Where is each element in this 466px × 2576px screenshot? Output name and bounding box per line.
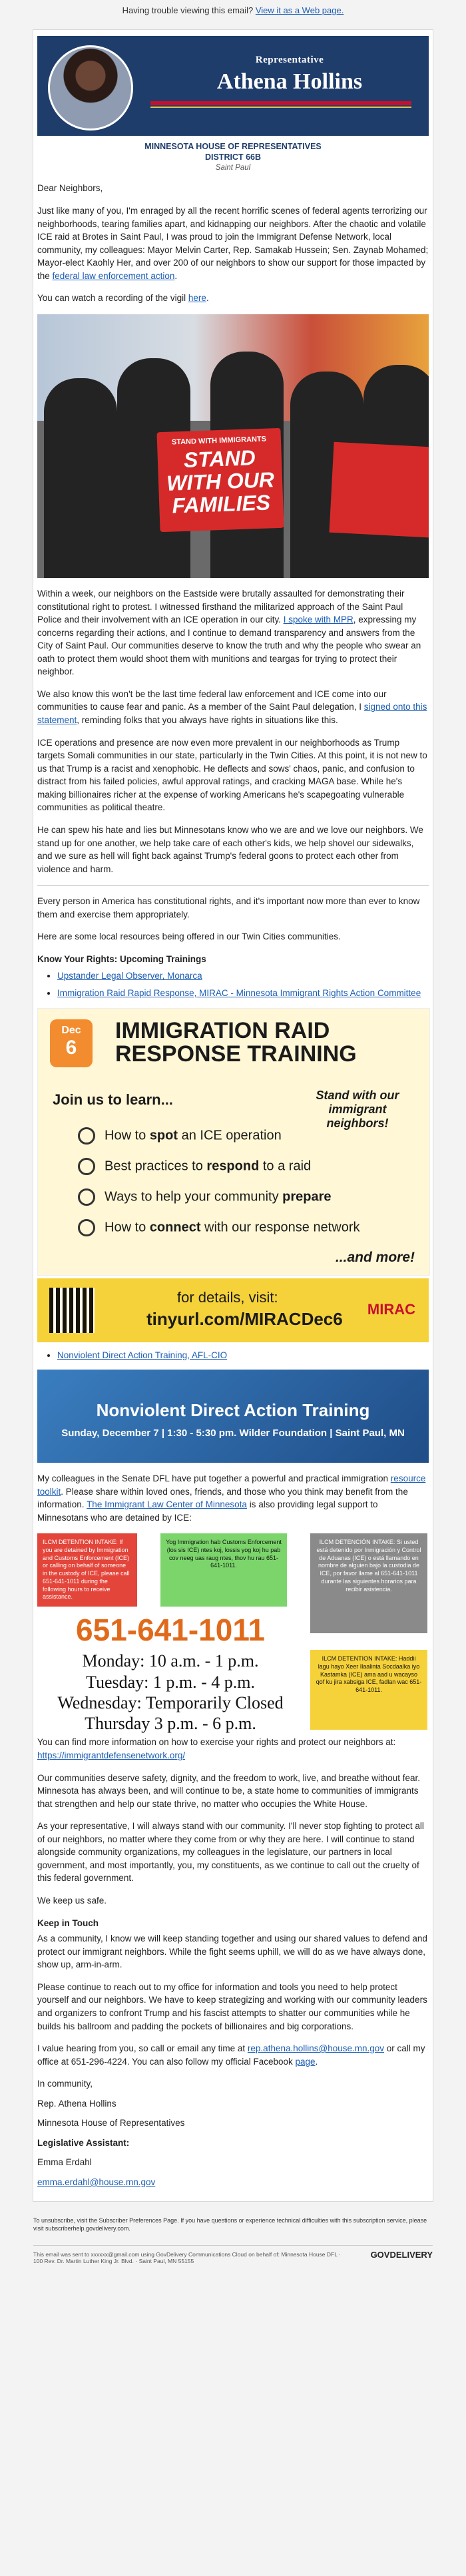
p1-text: Just like many of you, I'm enraged by all the recent horrific scenes of federal agents terrorizing our neighborhoods, tearing families apart, and kidnapping our neighbors. After the chaotic and volatile ICE raid at Brotes in Saint Paul, I was proud to join the Immigrant Defense Network, local community, my colleagues: Mayor Melvin Carter, Rep. Samakab Hussein; Sen. Zaynab Mohamed; Mayor-elect Kaohly Her, and over 200 of our neighbors to show our support for those impacted by the xyxy=(37,206,429,281)
ilcm-link[interactable]: The Immigrant Law Center of Minnesota xyxy=(87,1499,247,1510)
facebook-page-link[interactable]: page xyxy=(295,2056,316,2067)
signature-block xyxy=(37,2077,429,2189)
paragraph-10 xyxy=(37,1736,429,1762)
list-item xyxy=(57,969,429,983)
paragraph-8: Here are some local resources being offered in our Twin Cities communities. xyxy=(37,931,341,942)
eye-icon xyxy=(78,1127,95,1145)
flyer-stand-text: Stand with our immigrant neighbors! xyxy=(316,1088,399,1130)
p4-text-b: , reminding folks that you always have rights in situations like this. xyxy=(77,715,338,725)
office-block xyxy=(37,141,429,172)
assistant-email-link[interactable]: emma.erdahl@house.mn.gov xyxy=(37,2177,156,2187)
p16-text-a: I value hearing from you, so call or email any time at xyxy=(37,2043,246,2054)
flyer-join-text: Join us to learn... xyxy=(53,1091,173,1108)
ilcm-graphic xyxy=(37,1533,429,1733)
p16-text-b: or call my office at 651-296-4224. You can also follow my official Facebook xyxy=(37,2043,425,2067)
trainings-list xyxy=(48,969,429,999)
paragraph-14: As a community, I know we will keep standing together and using our shared values to defend and protect our immigrant neighbors. While the fight seems uphill, we will do as we have always done, show up, arm-in-arm. xyxy=(37,1933,427,1970)
paragraph-16 xyxy=(37,2042,429,2068)
idn-link[interactable]: https://immigrantdefensenetwork.org/ xyxy=(37,1750,186,1760)
email-body xyxy=(33,29,433,2202)
p9-text-b: . Please share within loved ones, friends, and those who you think may benefit from the information. xyxy=(37,1486,408,1510)
mirac-logo: MIRAC xyxy=(367,1300,415,1318)
paragraph-13: We keep us safe. xyxy=(37,1896,107,1906)
p9-text-c: is also providing legal support to Minnesotans who are detained by ICE: xyxy=(37,1499,378,1523)
vigil-recording-link[interactable]: here xyxy=(188,293,206,304)
header-banner xyxy=(37,36,429,136)
flyer-item-prepare: Ways to help your community prepare xyxy=(78,1188,332,1206)
phone-icon xyxy=(78,1219,95,1236)
paragraph-6: He can spew his hate and lies but Minnesotans know who we are and we love our neighbors. We stand up for one another, we help take care of each other's kids, we help shovel our sidewalks, and we sure as hell will fight back against Trump's federal goons to protect each other from violence and harm. xyxy=(37,824,423,874)
representative-photo xyxy=(48,45,133,130)
ilcm-box-english: ILCM DETENTION INTAKE: If you are detained by Immigration and Customs Enforcement (ICE) or calling on behalf of someone in the custody of ICE, please call 651-641-1011 during the following hours to receive assistance. xyxy=(37,1533,137,1607)
banner-stripe-gold xyxy=(150,107,411,108)
paragraph-2 xyxy=(37,292,429,305)
statement-link[interactable]: signed onto this statement xyxy=(37,702,427,725)
trainings-heading: Know Your Rights: Upcoming Trainings xyxy=(37,953,206,964)
hours-line: Thursday 3 p.m. - 6 p.m. xyxy=(85,1713,256,1733)
office-line2: DISTRICT 66B xyxy=(204,152,262,162)
email-link[interactable]: rep.athena.hollins@house.mn.gov xyxy=(247,2043,385,2054)
flyer-day: 6 xyxy=(65,1036,77,1059)
ilcm-box-hmong: Yog Immigration hab Customs Enforcement (los sis ICE) ntes koj, lossis yog koj hu pab cov neeg uas raug ntes, thov hu rau 651-641-1011. xyxy=(160,1533,287,1607)
paragraph-1 xyxy=(37,204,429,282)
preheader xyxy=(0,0,466,20)
sender-text: This email was sent to xxxxxx@gmail.com using GovDelivery Communications Cloud on behalf of: Minnesota House DFL · 100 Rev. Dr. Martin Luther King Jr. Blvd. · Saint Paul, MN 55155 xyxy=(33,2250,341,2264)
list-item xyxy=(57,1349,429,1362)
checkmark-icon xyxy=(78,1158,95,1175)
ilcm-hours xyxy=(37,1651,304,1734)
keep-in-touch-heading: Keep in Touch xyxy=(37,1918,99,1928)
nvda-flyer xyxy=(37,1370,429,1463)
govdelivery-logo: GOVDELIVERY xyxy=(370,2249,433,2260)
view-web-page-link[interactable]: View it as a Web page. xyxy=(255,5,344,15)
training-link-mirac[interactable]: Immigration Raid Rapid Response, MIRAC - Minnesota Immigrant Rights Action Committee xyxy=(57,988,421,998)
nvda-headline: Nonviolent Direct Action Training xyxy=(96,1400,370,1421)
training-link-monarca[interactable]: Upstander Legal Observer, Monarca xyxy=(57,971,202,981)
mirac-flyer-footer xyxy=(37,1278,429,1342)
paragraph-7: Every person in America has constitutional rights, and it's important now more than ever to know them and exercise them appropriately. xyxy=(37,896,420,919)
p2-text: You can watch a recording of the vigil xyxy=(37,293,186,304)
p9-text-a: My colleagues in the Senate DFL have put together a powerful and practical immigration xyxy=(37,1473,389,1484)
qr-code-icon xyxy=(49,1288,95,1333)
hours-line: Tuesday: 1 p.m. - 4 p.m. xyxy=(86,1672,255,1692)
flyer-item-spot: How to spot an ICE operation xyxy=(78,1127,282,1145)
p16-end: . xyxy=(315,2056,318,2067)
legislative-assistant-heading: Legislative Assistant: xyxy=(37,2137,130,2148)
flyer-headline: IMMIGRATION RAID RESPONSE TRAINING xyxy=(115,1017,357,1067)
paragraph-3 xyxy=(37,587,429,678)
hours-line: Wednesday: Temporarily Closed xyxy=(57,1692,284,1712)
flyer-month: Dec xyxy=(61,1024,81,1036)
vigil-photo xyxy=(37,314,429,578)
trainings-list-2 xyxy=(48,1349,429,1362)
ilcm-phone: 651-641-1011 xyxy=(76,1613,265,1648)
federal-action-link[interactable]: federal law enforcement action xyxy=(52,270,175,281)
flyer-url: tinyurl.com/MIRACDec6 xyxy=(146,1308,343,1329)
banner-stripe-red xyxy=(150,101,411,105)
flyer-item-respond: Best practices to respond to a raid xyxy=(78,1158,311,1175)
mirac-flyer xyxy=(37,1008,430,1276)
nvda-subline: Sunday, December 7 | 1:30 - 5:30 pm. Wilder Foundation | Saint Paul, MN xyxy=(61,1427,405,1439)
assistant-email-para xyxy=(37,2176,429,2189)
paragraph-11: Our communities deserve safety, dignity, and the freedom to work, live, and breathe without fear. Minnesota has always been, and will continue to be, a state home to communities of immigrants that strengthen and help our state thrive, no matter who occupies the White House. xyxy=(37,1772,421,1809)
flyer-details-text: for details, visit: xyxy=(177,1288,278,1306)
ilcm-box-somali: ILCM DETENTION INTAKE: Haddii lagu hayo Xeer Ilaalinta Socdaalka iyo Kastamka (ICE) ama aad u wacayso qof ku jira xabsiga ICE, fadlan wac 651-641-1011. xyxy=(310,1650,427,1730)
p4-text-a: We also know this won't be the last time federal law enforcement and ICE come into our communities to cause fear and panic. As a member of the Saint Paul delegation, I xyxy=(37,688,387,712)
assistant-name: Emma Erdahl xyxy=(37,2157,92,2168)
mpr-link[interactable]: I spoke with MPR xyxy=(283,615,353,625)
banner-name: Athena Hollins xyxy=(216,69,363,94)
sender-footer xyxy=(33,2245,433,2264)
hours-line: Monday: 10 a.m. - 1 p.m. xyxy=(82,1651,259,1671)
greeting: Dear Neighbors, xyxy=(37,183,103,194)
office-city: Saint Paul xyxy=(215,163,251,172)
divider xyxy=(37,885,429,886)
ilcm-box-spanish: ILCM DETENCIÓN INTAKE: Si usted está detenido por Inmigración y Control de Aduanas (ICE) o está llamando en nombre de alguien bajo la custodia de ICE, por favor llame al 651-641-1011 durante las siguientes horarios para recibir asistencia. xyxy=(310,1533,427,1633)
flyer-item-connect: How to connect with our response network xyxy=(78,1219,360,1236)
preheader-text: Having trouble viewing this email? xyxy=(122,5,254,15)
signature-name: Rep. Athena Hollins xyxy=(37,2098,116,2109)
unsubscribe-text[interactable]: To unsubscribe, visit the Subscriber Preferences Page. If you have questions or experience technical difficulties with this subscription service, please visit subscriberhelp.govdelivery.com. xyxy=(33,2216,427,2232)
handshake-icon xyxy=(78,1188,95,1206)
paragraph-12: As your representative, I will always stand with our community. I'll never stop fighting to protect all of our neighbors, no matter where they come from or why they are here. I will continue to stand alongside community organizations, my colleagues in the legislature, our partners in local government, and most importantly, you, my constituents, as we continue to call out the cruelty of this federal government. xyxy=(37,1821,424,1884)
sign-main-text: STAND WITH OUR FAMILIES xyxy=(166,445,275,518)
p3-text-b: , expressing my concerns regarding their actions, and I continue to demand transparency and answers from the City of Saint Paul. Our communities deserve to know the truth and why the people who swear an oath to protect them would shoot them with munitions and teargas for trying to protect their neighbor. xyxy=(37,615,421,677)
p1-end: . xyxy=(174,270,178,281)
list-item xyxy=(57,987,429,1000)
paragraph-9 xyxy=(37,1472,429,1524)
paragraph-15: Please continue to reach out to my office for information and tools you need to help protect yourself and our neighbors. We have to keep strategizing and working with our community leaders and organizers to confront Trump and his fascist attempts to shatter our communities while he builds his ballroom and padding the pockets of billionaires and big corporations. xyxy=(37,1981,427,2031)
banner-title: Representative xyxy=(255,55,324,65)
p10-text: You can find more information on how to exercise your rights and protect our neighbors at: xyxy=(37,1737,396,1748)
person-figure xyxy=(44,378,117,578)
sign-top-text: STAND WITH IMMIGRANTS xyxy=(171,435,267,447)
protest-sign xyxy=(156,428,284,532)
flyer-more-text: ...and more! xyxy=(335,1249,415,1265)
unsubscribe-footer xyxy=(33,2216,433,2233)
toolkit-link[interactable]: resource toolkit xyxy=(37,1473,426,1497)
calendar-icon xyxy=(50,1019,93,1067)
protest-sign-2 xyxy=(330,442,429,539)
closing: In community, xyxy=(37,2079,93,2089)
p2-end: . xyxy=(206,293,209,304)
office-line1: MINNESOTA HOUSE OF REPRESENTATIVES xyxy=(144,142,322,151)
training-link-aflcio[interactable]: Nonviolent Direct Action Training, AFL-CIO xyxy=(57,1350,228,1360)
paragraph-5: ICE operations and presence are now even more prevalent in our neighborhoods as Trump targets Somali communities in our state, particularly in the Twin Cities. At this point, it is not new to us that Trump is a racist and xenophobic. He deflects and sows' chaos, panic, and confusion to distract from his failed policies, awful approval ratings, and cracking MAGA base. While he's making billionaires richer at the expense of working Americans he's scapegoating vulnerable communities as political theatre. xyxy=(37,737,427,813)
paragraph-4 xyxy=(37,688,429,727)
signature-org: Minnesota House of Representatives xyxy=(37,2118,185,2129)
p3-text-a: Within a week, our neighbors on the Eastside were brutally assaulted for demonstrating their constitutional right to protest. I witnessed firsthand the militarized approach of the Saint Paul Police and their involvement with an ICE operation in our city. xyxy=(37,588,405,625)
